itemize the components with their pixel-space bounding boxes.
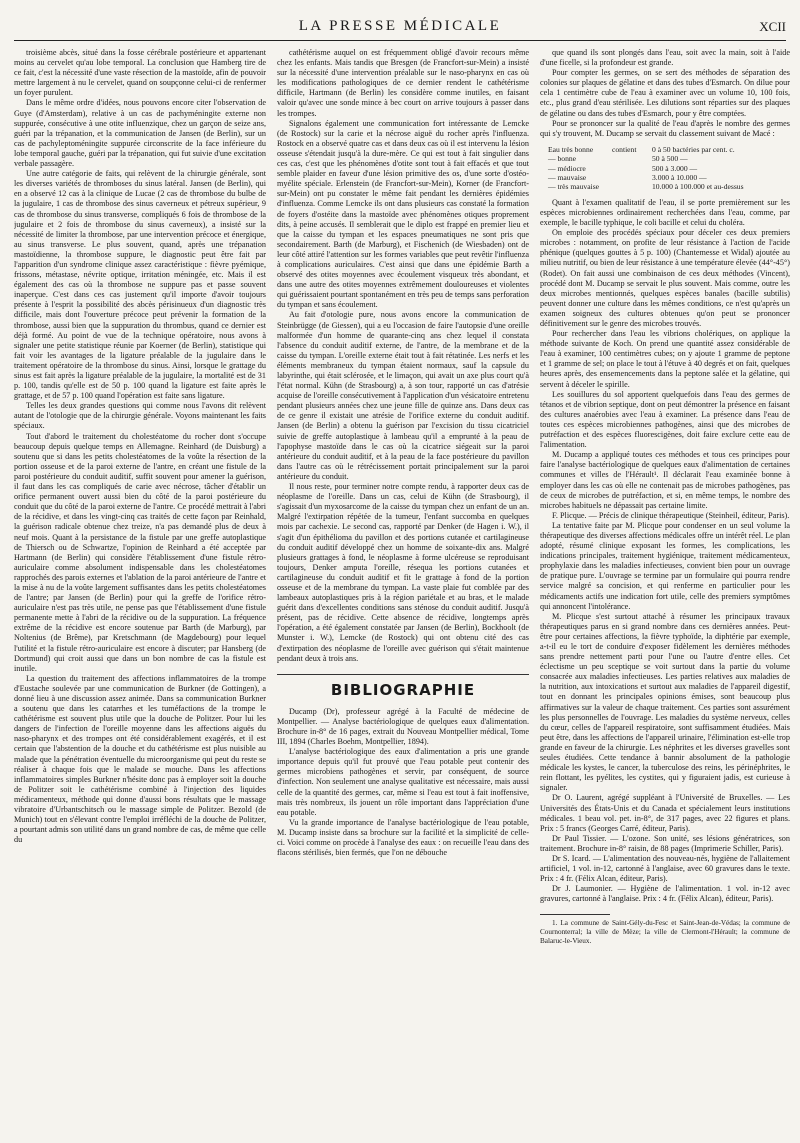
paragraph: Pour compter les germes, on se sert des méthodes de séparation des colonies sur plaques de gélatine et dans des tubes d'Esmarch. On dilue pour cela 1 centimètre cube de l'eau à examiner avec un volume 10, 100 fois, etc., plus grand d'eau stérilisée. Les dilutions sont réparties sur des plaques de gélatine ou dans des tubes d'Esmarch, pour y être comptées. — [540, 68, 790, 118]
paragraph: Dans le même ordre d'idées, nous pouvons encore citer l'observation de Guye (d'Amsterdam), relative à un cas de pachyméningite externe non suppurée, consécutive à une otite influenzique, chez un garçon de seize ans, guéri par la trépanation, et la communication de Jansen (de Berlin), sur un cas de pachyleptoméningite suppurée circonscrite de la face inférieure du lobe temporal gauche, guéri par la trépanation, qui fut suivie d'une excitation verbale passagère. — [14, 98, 266, 169]
page-header — [14, 18, 786, 41]
bibliography-entry: Dr S. Icard. — L'alimentation des nouveau-nés, hygiène de l'allaitement artificiel, 1 vol. in-12, cartonné à l'anglaise, avec 60 gravures dans le texte. Prix : 4 fr. (Félix Alcan, éditeur, Paris). — [540, 853, 790, 884]
table-row: — bonne 50 à 500 — — [548, 154, 688, 164]
paragraph: M. Ducamp a appliqué toutes ces méthodes et tous ces principes pour faire l'analyse bactériologique de quelques eaux d'alimentation de certaines communes et villes de l'Hérault¹. Il déclarait l'eau examinée bonne à employer dans les cas où elle ne contenait pas de microbes pathogènes, pas de ceux de microbes de putréfaction, et si, en même temps, le nombre des microbes habituels ne dépassait pas certaine limite. — [540, 450, 790, 510]
column-3 — [540, 48, 790, 1131]
paragraph: Telles les deux grandes questions qui comme nous l'avons dit relèvent autant de l'otologie que de la chirurgie générale. Voyons maintenant les faits spéciaux. — [14, 401, 266, 431]
paragraph: Quant à l'examen qualitatif de l'eau, il se porte premièrement sur les espèces microbiennes ordinairement recherchées dans l'eau, comme, par exemple, le bacille typhique, le coli bacille et celui du choléra. — [540, 197, 790, 228]
paragraph: Au fait d'otologie pure, nous avons encore la communication de Steinbrügge (de Giessen), qui a eu l'occasion de faire l'autopsie d'une oreille malformée d'un homme de quarante-cinq ans chez lequel il constata l'absence du conduit auditif externe, de l'antre, de la membrane et de la caisse du tympan. L'oreille externe était tout à fait rétatinée. Les nerfs et les éléments membraneux du tympan étaient normaux, sauf la capsule du labyrinthe, qui était sclérosée, et le limaçon, qui avait un axe plus court qu'à l'état normal. Kühn (de Strasbourg) a, à son tour, rapporté un cas d'atrésie acquise de l'oreille consécutivement à l'application d'un vésicatoire entretenu pendant plusieurs années chez une jeune fille de quinze ans. Dans deux cas de ce genre il existait une atrésie de l'orifice externe du conduit auditif. Jansen (de Berlin) a obtenu la guérison par l'excision du tissu cicatriciel suivie de greffe autoplastique à lambeau qu'il a emprunté à la peau de l'apophyse mastoïde dans le cas où la cicatrice siégeait sur la paroi antérieure du conduit auditif, et à la peau de la face postérieure du pavillon dans l'autre cas où le rétrécissement portait principalement sur la paroi antérieure du conduit. — [277, 310, 529, 481]
paragraph: La tentative faite par M. Plicque pour condenser en un seul volume la thérapeutique des diverses affections médicales offre un intérêt réel. Le plan adopté, résumé clinique exposant les formes, les complications, les indications principales, traitement hygiénique, traitement médicamenteux, prophylaxie dans les maladies infectieuses, convient bien pour un ouvrage de pratique pure. L'ouvrage se termine par un formulaire qui pourra rendre service malgré sa concision, et qui renferme en particulier pour les médicaments actifs une indication fort utile, celle des premiers symptômes qui annoncent l'intolérance. — [540, 520, 790, 611]
paragraph: cathétérisme auquel on est fréquemment obligé d'avoir recours même chez les enfants. Mais tandis que Bresgen (de Francfort-sur-Mein) a insisté sur la nécessité d'une intervention préalable sur le naso-pharynx en cas où les modifications pathologiques de ce dernier rendent le cathétérisme difficile, Hartmann (de Berlin) les considère comme inutiles, en faisant valoir qu'avec une sonde mince à bec court on arrive toujours à passer dans les trompes. — [277, 48, 529, 118]
paragraph: que quand ils sont plongés dans l'eau, soit avec la main, soit à l'aide d'une ficelle, si la profondeur est grande. — [540, 48, 790, 68]
table-row: Eau très bonne contient 0 à 50 bactéries par cent. c. — [548, 144, 735, 154]
bibliography-entry: F. Plicque. — Précis de clinique thérapeutique (Steinheil, éditeur, Paris). — [552, 510, 790, 520]
page-number: XCII — [759, 19, 786, 34]
paragraph: M. Plicque s'est surtout attaché à résumer les principaux travaux thérapeutiques parus en si grand nombre dans ces dernières années. Peut-être pour certaines affections, la fièvre typhoïde, la diphtérie par exemple, a-t-il eu le tort de conduire d'exposer fidèlement les dernières méthodes sans prendre nettement parti pour l'une ou l'autre d'entre elles. Cet éclectisme un peu sceptique se voit surtout dans la partie du volume consacrée aux maladies infectieuses. Les parties relatives aux maladies de la nutrition, aux intoxications et surtout aux maladies de l'appareil digestif, tout en donnant les principales opinions émises, sont beaucoup plus affirmatives sur la valeur de chaque traitement. Ces parties sont assurément les plus personnelles de l'ouvrage. Les maladies du système nerveux, celles du cœur, celles de l'appareil respiratoire, sont suffisamment étudiées. Mais peut être, dans les affections de l'appareil urinaire, l'élimination est-elle trop grande en faveur de la chirurgie. Les néphrites et les diverses gravelles sont seules étudiées. Cette tendance à bannir absolument de la pathologie médicale les kystes, le cancer, la tuberculose des reins, les périnéphrites, le rein flottant, les pyélites, les cystites, qui y figuraient jadis, est curieuse à signaler. — [540, 611, 790, 793]
paragraph: Vu la grande importance de l'analyse bactériologique de l'eau potable, M. Ducamp insiste dans sa brochure sur la facilité et la simplicité de celle-ci. Voici comme on procède à l'analyse des eaux : on recueille l'eau dans des flacons stérilisés, bien fermés, que l'on ne débouche — [277, 817, 529, 858]
bibliography-entry: Dr J. Laumonier. — Hygiène de l'alimentation. 1 vol. in-12 avec gravures, cartonné à l'anglaise. Prix : 4 fr. (Félix Alcan), éditeur, Paris). — [540, 884, 790, 904]
column-1 — [14, 48, 266, 1131]
paragraph: Tout d'abord le traitement du cholestéatome du rocher dont s'occupe beaucoup depuis quelque temps en Allemagne. Reinhard (de Duisburg) a soutenu que si dans les petits cholestéatomes de la voûte la résection de la portion osseuse et de la paroi externe de l'antre, en créant une fistule de la paroi postérieure du conduit auditif, suffit souvent pour amener la guérison, il faut dans les cas compliqués de carie avec nécrose, tâcher d'établir un orifice permanent ouvert aussi bien du côté de la paroi postérieure du conduit que du côté de la paroi externe de l'antre. Ce procédé mettrait à l'abri de la récidive, et dans les vingt-cinq cas traités de cette façon par Reinhald, la guérison radicale obtenue chez treize, n'a pas demandé plus de deux à neuf mois. Quant à la persistance de la fistule par une greffe autoplastique de Thiersch ou de Schwartze, l'opinion de Reinhard a été acceptée par Hartmann (de Berlin) qui considère l'établissement d'une fistule rétro-auriculaire comme absolument indispensable dans les cholestéatomes rapprochés des parois externes et l'ablation de la paroi antérieure de l'antre et la mise à nu de la voûte largement suffisantes dans les petits cholestéatomes de l'antre; par Jansen (de Berlin) pour qui la greffe de l'orifice rétro-auriculaire n'est pas très utile, ne pense pas que l'établissement d'une fistule permanente mette à l'abri de la récidive ou de la suppuration. La fréquence extrême de la récidive est encore soutenue par Barth (de Marburg), par Noltenius (de Brême), par Kretschmann (de Magdebourg) pour lequel l'utilité et la fistule rétro-auriculaire est encore à discuter; par Hansberg (de Dortmund) qui croit aussi que dans un bon nombre de cas la fistule est inutile. — [14, 431, 266, 673]
bibliography-entry: Ducamp (Dr), professeur agrégé à la Faculté de médecine de Montpellier. — Analyse bactériologique de quelques eaux d'alimentation. Brochure in-8° de 16 pages, extrait du Nouveau Montpellier médical, Tome III, 1894 (Charles Boehm, Montpellier, 1894). — [277, 706, 529, 747]
table-row: — mauvaise 3.000 à 10.000 — — [548, 173, 707, 183]
bibliography-entry: Dr O. Laurent, agrégé suppléant à l'Université de Bruxelles. — Les Universités des États-Unis et du Canada et spécialement leurs institutions médicales. 1 beau vol. pet. in-8°, de 317 pages, avec 22 figures et plans. Prix : 5 francs (Georges Carré, éditeur, Paris). — [540, 793, 790, 833]
table-row: — médiocre 500 à 3.000 — — [548, 163, 698, 173]
paragraph: Les souillures du sol apportent quelquefois dans l'eau des germes de tétanos et de vibrion septique, dont on peut démontrer la présence en faisant des cultures anaérobies avec l'eau à examiner. La présence dans l'eau de toutes ces espèces microbiennes pathogènes, ainsi que des microbes de putréfaction et des espèces fluorescigènes, doit faire exclure cette eau de l'alimentation. — [540, 389, 790, 450]
paragraph: Pour se prononcer sur la qualité de l'eau d'après le nombre des germes qui s'y trouvent, M. Ducamp se servait du classement suivant de Macé : — [540, 118, 790, 138]
footnote: 1. La commune de Saint-Gély-du-Fesc et Saint-Jean-de-Védas; la commune de Cournonterral; la ville de Mèze; la ville de Clermont-l'Hérault; la commune de Balaruc-le-Vieux. — [540, 919, 790, 946]
paragraph: Il nous reste, pour terminer notre compte rendu, à rapporter deux cas de néoplasme de l'oreille. Dans un cas, celui de Kühn (de Strasbourg), il s'agissait d'un myxosarcome de la caisse du tympan chez un enfant de un an. Malgré l'extirpation répétée de la tumeur, l'enfant succomba en quelques mois par cachexie. Le second cas, rapporté par Denker (de Hagen i. W.), il s'agit d'un épithélioma du pavillon et des portions cutanée et cartilagineuse du conduit auditif développé chez un homme de soixante-dix ans. Malgré plusieurs grattages à fond, le néoplasme à forme ulcéreuse se reproduisant toujours, Denker amputa l'oreille, résequa les portions cutanées et cartilagineuse du conduit auditif et fit le grattage à fond de la portion osseuse et de la membrane du tympan. La vaste plaie fut comblée par des lambeaux autoplastiques pris à la région pariétale et au bras, et le malade guérit dans d'excellentes conditions sans sténose du conduit auditif. Jusqu'à présent, pas de récidive. Cette absence de récidive, longtemps après l'opération, a été également constatée par Jansen (de Berlin), Bockhoolt (de Munster i. W.), Lemcke (de Rostock) qui ont obtenu cité des cas d'extirpation des néoplasme de l'oreille avec guérison qui s'était maintenue pendant deux à trois ans. — [277, 482, 529, 663]
bibliography-entry: Dr Paul Tissier. — L'ozone. Son unité, ses lésions génératrices, son traitement. Brochure in-8° raisin, de 88 pages (Imprimerie Schiller, Paris). — [540, 833, 790, 853]
footnote-divider — [540, 914, 610, 915]
paragraph: Pour rechercher dans l'eau les vibrions cholériques, on applique la méthode suivante de Koch. On prend une quantité assez considérable de l'eau à examiner, 100 centimètres cubes; on y ajoute 1 gramme de peptone et 1 gramme de sel; on place le tout à l'étuve à 40 degrés et on fait, quelques heures après, des ensemencements dans la peptone salée et la gélatine, qui servent à déceler le spirille. — [540, 329, 790, 389]
paragraph: On emploie des procédés spéciaux pour déceler ces deux premiers microbes : notamment, on profite de leur résistance à l'action de l'acide phénique (quelques gouttes à 5 p. 100) (Chantemesse et Widal) ajoutée au milieu nutritif, ou bien de leur résistance à une température élevée (44°-45°) (Rodet). On fait aussi une combinaison de ces deux méthodes (Vincent), procédé dont M. Ducamp se servait le plus souvent. Mais comme, outre les deux microbes mentionnés, quelques espèces banales (bacille subtilis) peuvent donner une culture dans les mêmes conditions, ce n'est qu'après un examen soigneux des cultures obtenues qu'on peut se prononcer définitivement sur le genre des microbes trouvés. — [540, 228, 790, 328]
mace-classification-table — [548, 145, 790, 192]
paragraph: troisième abcès, situé dans la fosse cérébrale postérieure et appartenant moins au cervelet qu'au lobe temporal. La conclusion que Hamberg tire de ce fait, c'est la nécessité d'une vaste résection de la mastoïde, afin de pouvoir mettre largement à nu le cervelet, quand on soupçonne celui-ci de renfermer un foyer purulent. — [14, 48, 266, 98]
paragraph: L'analyse bactériologique des eaux d'alimentation a pris une grande importance depuis qu'il fut prouvé que l'eau potable peut contenir des germes microbiens pathogènes et servir, par conséquent, de source d'infection. Non seulement une analyse qualitative est nécessaire, mais aussi celle de la quantité des germes, car, même si l'eau est tout à fait inoffensive, mais très nombreux, ils jouent un rôle important dans l'appréciation d'une eau potable. — [277, 747, 529, 817]
paragraph: La question du traitement des affections inflammatoires de la trompe d'Eustache soulevée par une communication de Burkner (de Gottingen), a donné lieu à une discussion assez animée. Dans sa communication Burkner a soutenu que dans les catarrhes et les tuméfactions de la trompe le cathétérisme est souvent plus utile que la douche de Politzer. Pour lui les dangers de l'infection de l'oreille moyenne dans les affections aiguës du naso-pharynx et des trompes ont été considérablement exagérés, et il est certain que l'abstention de la douche et du cathétérisme est plus nuisible au malade que la pénétration éventuelle du microorganisme qui peut du reste se réaliser à chaque fois que le malade se mouche. Dans les affections inflammatoires simples Burkner n'hésite donc pas à employer soit la douche de Politzer soit le cathétérisme combiné à l'injection des liquides médicamenteux, méthode qui donne d'aussi bons résultats que le massage vibratoire d'Urbantschitsch ou le massage simple de Politzer. Bezold (de Munich) tout en s'élevant contre l'emploi irréfléchi de la douche de Politzer, a pourtant admis son utilité dans un grand nombre de cas, de même que celle du — [14, 673, 266, 845]
journal-title: LA PRESSE MÉDICALE — [298, 18, 502, 34]
table-row: — très mauvaise 10.000 à 100.000 et au-dessus — [548, 182, 744, 192]
column-2 — [277, 48, 529, 1131]
section-heading-bibliographie: BIBLIOGRAPHIE — [277, 674, 529, 695]
paragraph: Une autre catégorie de faits, qui relèvent de la chirurgie générale, sont les diverses variétés de thromboses du sinus latéral. Jansen (de Berlin), qui en a observé 12 cas à la clinique de Lucae (2 cas de thrombose du bulbe de la jugulaire, 1 cas de thrombose des sinus caverneux et pétreux supérieur, 9 cas de thrombose du sinus transverse, compliqués 6 fois de thrombose de la jugulaire et 2 fois de thrombose du sinus caverneux), a insisté sur la nécessité de limiter la thrombose, par une intervention précoce et énergique, au sinus transverse. Le plus souvent, quand, après une trépanation mastoïdienne, la thrombose suppure, le diagnostic peut être fait par l'apparition d'un syndrome clinique assez caractéristique : fièvre pyémique, frissons, métastase, névrite optique, irritation méningée, etc. Mais il est également des cas où la thrombose ne suppure pas et passe souvent inaperçue. C'est dans ces cas justement qu'il importe d'avoir toujours présente à l'esprit la possibilité des abcès périsinueux d'un diagnostic très difficile, mais dont l'ouverture précoce peut prévenir la formation de la thrombose, aussi bien que la suppuration du thrombus, quand ce dernier est déjà formé. Au point de vue de la technique opératoire, nous avons à signaler une petite statistique réunie par Koerner (de Berlin), statistique qui fait voir les avantages de la ligature préalable de la jugulaire dans le traitement opératoire de la thrombose du sinus. Ainsi, lorsque le grattage du sinus est fait après la ligature préalable de la jugulaire, la mortalité est de 31 p. 100, tandis qu'elle est de 50 p. 100 quand la ligature est faite après le grattage, et de 57 p. 100 quand l'opération est faite sans ligature. — [14, 169, 266, 401]
paragraph: Signalons également une communication fort intéressante de Lemcke (de Rostock) sur la carie et la nécrose aiguë du rocher après l'influenza. Rostock en a observé quatre cas et dans deux cas où il est intervenu la lésion osseuse s'étendait jusqu'à la dure-mère. Ce qui est tout à fait singulier dans ces cas, c'est que les phénomènes d'otite sont tout à fait effacés et que tout semble plaider en faveur d'une lésion primitive des os, d'une sorte d'ostéo-myélite spéciale. Erlenstein (de Francfort-sur-Mein), Korner (de Francfort-sur-Mein) ont pu constater le même fait pendant les dernières épidémies d'influenza. Comme Lemcke ils ont dans plusieurs cas constaté la formation de foyers d'ostéite dans la mastoïde avec phénomènes otiques proprement dits, à peine accusés. Il semblerait que le diplo est frappé en premier lieu et que la caisse du tympan et les espaces pneumatiques ne sont pris que secondairement. Barth (de Marburg), et Fischenich (de Wiesbaden) ont de leur côté attiré l'attention sur les formes variables que peut revêtir l'influenza à complications auriculaires. C'est ainsi que dans une épidémie Barth a observé des otites moyennes avec écoulement visqueux très abondant, et dans une autre des otites moyennes extrêmement douloureuses et violentes qui guérissaient pourtant spontanément en très peu de temps sans perforation du tympan et sans écoulement. — [277, 118, 529, 310]
